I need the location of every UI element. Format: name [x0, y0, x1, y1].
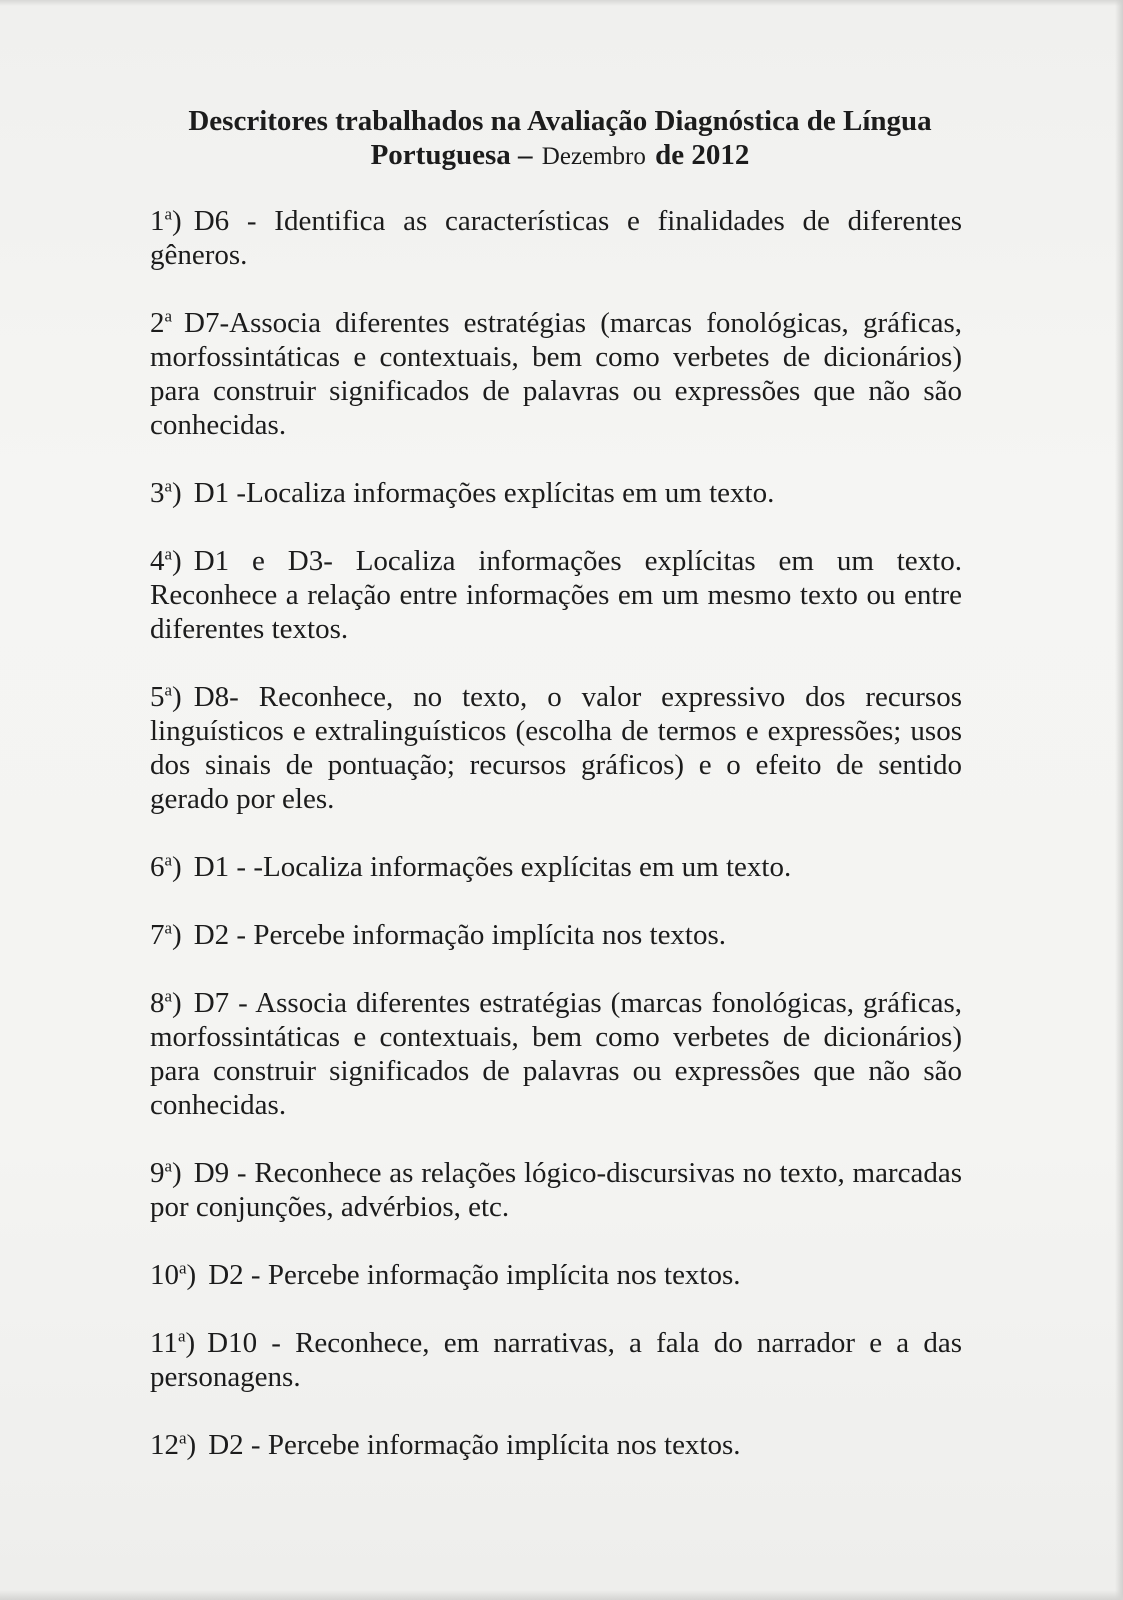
descriptor-item-11: [150, 1326, 962, 1394]
item-text: D1 -Localiza informações explícitas em um texto.: [193, 477, 775, 509]
item-number: 6$^a$): [150, 850, 182, 883]
item-text: D7-Associa diferentes estratégias (marcas fonológicas, gráficas, morfossintáticas e contextuais, bem como verbetes de dicionários) para construir significados de palavras ou expressões que não são conhecidas.: [150, 307, 962, 441]
item-number: 2$^a$: [150, 306, 173, 339]
title-prefix: Portuguesa –: [370, 139, 533, 171]
item-number: 11$^a$): [150, 1326, 196, 1359]
descriptor-item-5: [150, 680, 962, 816]
item-text: D9 - Reconhece as relações lógico-discursivas no texto, marcadas por conjunções, advérbios, etc.: [150, 1157, 962, 1223]
item-number: 9$^a$): [150, 1156, 182, 1189]
descriptor-item-1: [150, 204, 962, 272]
item-number: 12$^a$): [150, 1428, 197, 1461]
item-text: D2 - Percebe informação implícita nos textos.: [208, 1259, 741, 1291]
item-number: 3$^a$): [150, 476, 182, 509]
item-text: D8- Reconhece, no texto, o valor expressivo dos recursos linguísticos e extralinguísticos (escolha de termos e expressões; usos dos sinais de pontuação; recursos gráficos) e o efeito de sentido gerado por eles.: [150, 681, 962, 815]
descriptor-item-12: [150, 1428, 962, 1462]
item-number: 4$^a$): [150, 544, 182, 577]
item-number: 8$^a$): [150, 986, 182, 1019]
item-text: D6 - Identifica as características e finalidades de diferentes gêneros.: [150, 205, 962, 271]
descriptor-item-2: [150, 306, 962, 442]
descriptor-item-7: [150, 918, 962, 952]
item-number: 10$^a$): [150, 1258, 197, 1291]
item-text: D1 - -Localiza informações explícitas em um texto.: [193, 851, 792, 883]
title-year: de 2012: [655, 139, 750, 171]
descriptor-item-4: [150, 544, 962, 646]
item-number: 1$^a$): [150, 204, 182, 237]
title-line-1: Descritores trabalhados na Avaliação Diagnóstica de Língua: [188, 105, 932, 137]
descriptor-item-3: [150, 476, 962, 510]
item-text: D7 - Associa diferentes estratégias (marcas fonológicas, gráficas, morfossintáticas e contextuais, bem como verbetes de dicionários) para construir significados de palavras ou expressões que não são conhecidas.: [150, 987, 962, 1121]
title-line-2: [150, 138, 970, 174]
descriptor-item-6: [150, 850, 962, 884]
item-number: 7$^a$): [150, 918, 182, 951]
item-text: D10 - Reconhece, em narrativas, a fala do narrador e a das personagens.: [150, 1327, 962, 1393]
page-edge-top: [0, 0, 1123, 6]
item-text: D2 - Percebe informação implícita nos textos.: [193, 919, 727, 951]
item-text: D2 - Percebe informação implícita nos textos.: [208, 1429, 741, 1461]
item-text: D1 e D3- Localiza informações explícitas em um texto. Reconhece a relação entre informações em um mesmo texto ou entre diferentes textos.: [150, 545, 962, 645]
descriptor-item-9: [150, 1156, 962, 1224]
descriptor-item-10: [150, 1258, 962, 1292]
page-edge-right: [1115, 0, 1123, 1600]
document-title: [150, 104, 970, 174]
descriptor-item-8: [150, 986, 962, 1122]
page-edge-bottom: [0, 1590, 1123, 1600]
item-number: 5$^a$): [150, 680, 182, 713]
title-month: Dezembro: [541, 143, 646, 170]
